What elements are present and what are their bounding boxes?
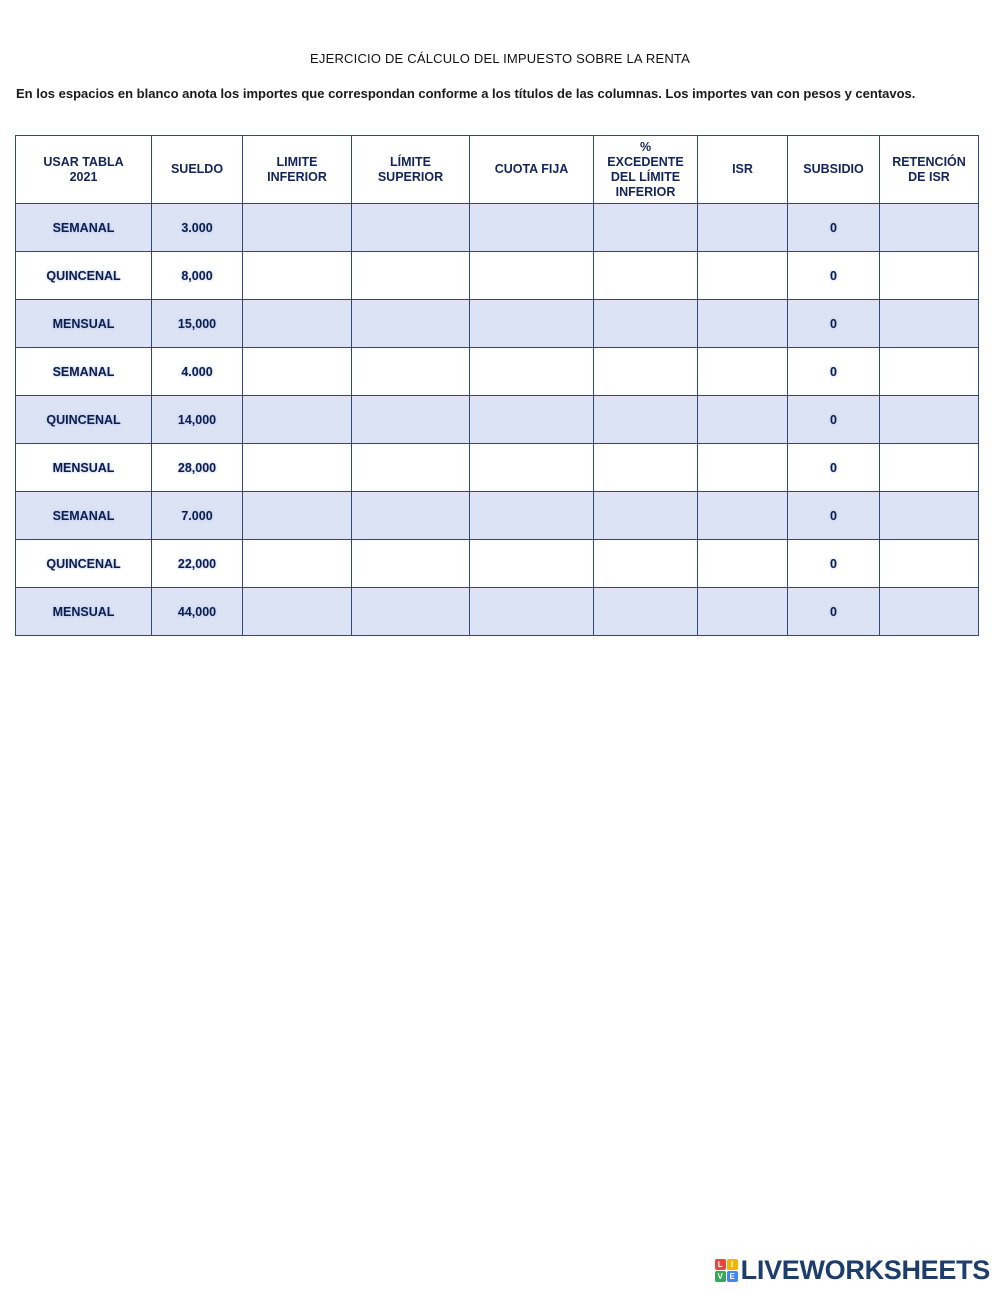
logo-mark-letter: E [727, 1271, 738, 1282]
cell-isr-input[interactable] [698, 348, 788, 396]
table-row [16, 300, 979, 348]
header-line: EXCEDENTE [607, 154, 684, 169]
logo-mark-letter: V [715, 1271, 726, 1282]
header-line: LIMITE [276, 154, 318, 169]
cell-cuota-fija-input[interactable] [470, 348, 594, 396]
isr-table [15, 135, 979, 636]
header-line: SUPERIOR [377, 169, 444, 184]
cell-porcentaje-excedente-input[interactable] [594, 396, 698, 444]
cell-subsidio: 0 [788, 588, 880, 636]
header-line: SUELDO [170, 162, 224, 176]
cell-sueldo: 15,000 [152, 300, 243, 348]
cell-isr-input[interactable] [698, 540, 788, 588]
cell-sueldo: 44,000 [152, 588, 243, 636]
cell-usar-tabla: MENSUAL [16, 300, 152, 348]
cell-usar-tabla: QUINCENAL [16, 396, 152, 444]
header-line: INFERIOR [267, 169, 327, 184]
table-header-row [16, 136, 979, 204]
logo-text: LIVEWORKSHEETS [740, 1254, 990, 1285]
cell-retencion-isr-input[interactable] [880, 348, 979, 396]
cell-retencion-isr-input[interactable] [880, 204, 979, 252]
cell-retencion-isr-input[interactable] [880, 540, 979, 588]
cell-retencion-isr-input[interactable] [880, 588, 979, 636]
logo-mark-letter: I [727, 1259, 738, 1270]
cell-retencion-isr-input[interactable] [880, 444, 979, 492]
cell-cuota-fija-input[interactable] [470, 492, 594, 540]
cell-cuota-fija-input[interactable] [470, 540, 594, 588]
header-line: LÍMITE [390, 154, 431, 169]
cell-subsidio: 0 [788, 300, 880, 348]
cell-limite-superior-input[interactable] [352, 300, 470, 348]
cell-limite-inferior-input[interactable] [243, 588, 352, 636]
header-line: 2021 [69, 169, 98, 184]
header-line: RETENCIÓN [892, 154, 966, 169]
cell-sueldo: 14,000 [152, 396, 243, 444]
cell-porcentaje-excedente-input[interactable] [594, 348, 698, 396]
logo-mark-icon [715, 1259, 738, 1282]
table-row [16, 348, 979, 396]
header-line: % [639, 139, 652, 154]
header-usar-tabla [16, 136, 152, 204]
table-row [16, 396, 979, 444]
cell-porcentaje-excedente-input[interactable] [594, 252, 698, 300]
table-row [16, 444, 979, 492]
header-line: USAR TABLA [43, 154, 124, 169]
cell-limite-superior-input[interactable] [352, 588, 470, 636]
cell-usar-tabla: MENSUAL [16, 444, 152, 492]
cell-subsidio: 0 [788, 348, 880, 396]
table-row [16, 540, 979, 588]
header-line: SUBSIDIO [803, 162, 864, 176]
table-row [16, 252, 979, 300]
cell-sueldo: 8,000 [152, 252, 243, 300]
cell-usar-tabla: SEMANAL [16, 348, 152, 396]
header-cuota-fija [470, 136, 594, 204]
header-line: INFERIOR [615, 184, 676, 199]
cell-sueldo: 4.000 [152, 348, 243, 396]
cell-sueldo: 3.000 [152, 204, 243, 252]
worksheet-title: EJERCICIO DE CÁLCULO DEL IMPUESTO SOBRE LA RENTA [310, 51, 690, 66]
cell-isr-input[interactable] [698, 396, 788, 444]
liveworksheets-logo [715, 1253, 990, 1287]
header-retencion-isr [880, 136, 979, 204]
cell-cuota-fija-input[interactable] [470, 300, 594, 348]
table-body [16, 204, 979, 636]
cell-limite-inferior-input[interactable] [243, 348, 352, 396]
cell-limite-inferior-input[interactable] [243, 300, 352, 348]
cell-usar-tabla: QUINCENAL [16, 252, 152, 300]
cell-usar-tabla: SEMANAL [16, 492, 152, 540]
cell-isr-input[interactable] [698, 588, 788, 636]
cell-limite-superior-input[interactable] [352, 492, 470, 540]
cell-usar-tabla: MENSUAL [16, 588, 152, 636]
header-limite-superior [352, 136, 470, 204]
cell-retencion-isr-input[interactable] [880, 300, 979, 348]
cell-isr-input[interactable] [698, 492, 788, 540]
cell-limite-superior-input[interactable] [352, 444, 470, 492]
cell-limite-inferior-input[interactable] [243, 444, 352, 492]
cell-cuota-fija-input[interactable] [470, 588, 594, 636]
cell-retencion-isr-input[interactable] [880, 492, 979, 540]
cell-cuota-fija-input[interactable] [470, 204, 594, 252]
cell-sueldo: 28,000 [152, 444, 243, 492]
cell-limite-superior-input[interactable] [352, 204, 470, 252]
header-subsidio [788, 136, 880, 204]
header-line: CUOTA FIJA [494, 162, 569, 176]
cell-subsidio: 0 [788, 252, 880, 300]
cell-limite-superior-input[interactable] [352, 396, 470, 444]
cell-isr-input[interactable] [698, 300, 788, 348]
cell-sueldo: 22,000 [152, 540, 243, 588]
header-line: DEL LÍMITE [610, 169, 681, 184]
header-limite-inferior [243, 136, 352, 204]
cell-limite-inferior-input[interactable] [243, 252, 352, 300]
table-row [16, 588, 979, 636]
cell-retencion-isr-input[interactable] [880, 396, 979, 444]
cell-porcentaje-excedente-input[interactable] [594, 444, 698, 492]
cell-subsidio: 0 [788, 540, 880, 588]
cell-usar-tabla: SEMANAL [16, 204, 152, 252]
header-line: ISR [732, 162, 753, 176]
logo-mark-letter: L [715, 1259, 726, 1270]
cell-limite-inferior-input[interactable] [243, 396, 352, 444]
cell-subsidio: 0 [788, 396, 880, 444]
cell-porcentaje-excedente-input[interactable] [594, 492, 698, 540]
header-sueldo [152, 136, 243, 204]
table-row [16, 204, 979, 252]
cell-limite-superior-input[interactable] [352, 540, 470, 588]
header-porcentaje-excedente [594, 136, 698, 204]
cell-porcentaje-excedente-input[interactable] [594, 588, 698, 636]
cell-porcentaje-excedente-input[interactable] [594, 300, 698, 348]
header-isr [698, 136, 788, 204]
cell-cuota-fija-input[interactable] [470, 444, 594, 492]
cell-cuota-fija-input[interactable] [470, 396, 594, 444]
cell-porcentaje-excedente-input[interactable] [594, 204, 698, 252]
cell-isr-input[interactable] [698, 444, 788, 492]
instructions-text: En los espacios en blanco anota los importes que correspondan conforme a los títulos de las columnas. Los importes van con pesos y centavos. [16, 86, 916, 101]
cell-subsidio: 0 [788, 444, 880, 492]
cell-limite-inferior-input[interactable] [243, 204, 352, 252]
cell-subsidio: 0 [788, 204, 880, 252]
cell-porcentaje-excedente-input[interactable] [594, 540, 698, 588]
cell-limite-superior-input[interactable] [352, 348, 470, 396]
table-row [16, 492, 979, 540]
cell-sueldo: 7.000 [152, 492, 243, 540]
cell-isr-input[interactable] [698, 252, 788, 300]
cell-limite-inferior-input[interactable] [243, 492, 352, 540]
cell-cuota-fija-input[interactable] [470, 252, 594, 300]
cell-limite-superior-input[interactable] [352, 252, 470, 300]
cell-limite-inferior-input[interactable] [243, 540, 352, 588]
cell-usar-tabla: QUINCENAL [16, 540, 152, 588]
cell-subsidio: 0 [788, 492, 880, 540]
cell-isr-input[interactable] [698, 204, 788, 252]
cell-retencion-isr-input[interactable] [880, 252, 979, 300]
header-line: DE ISR [908, 169, 950, 184]
